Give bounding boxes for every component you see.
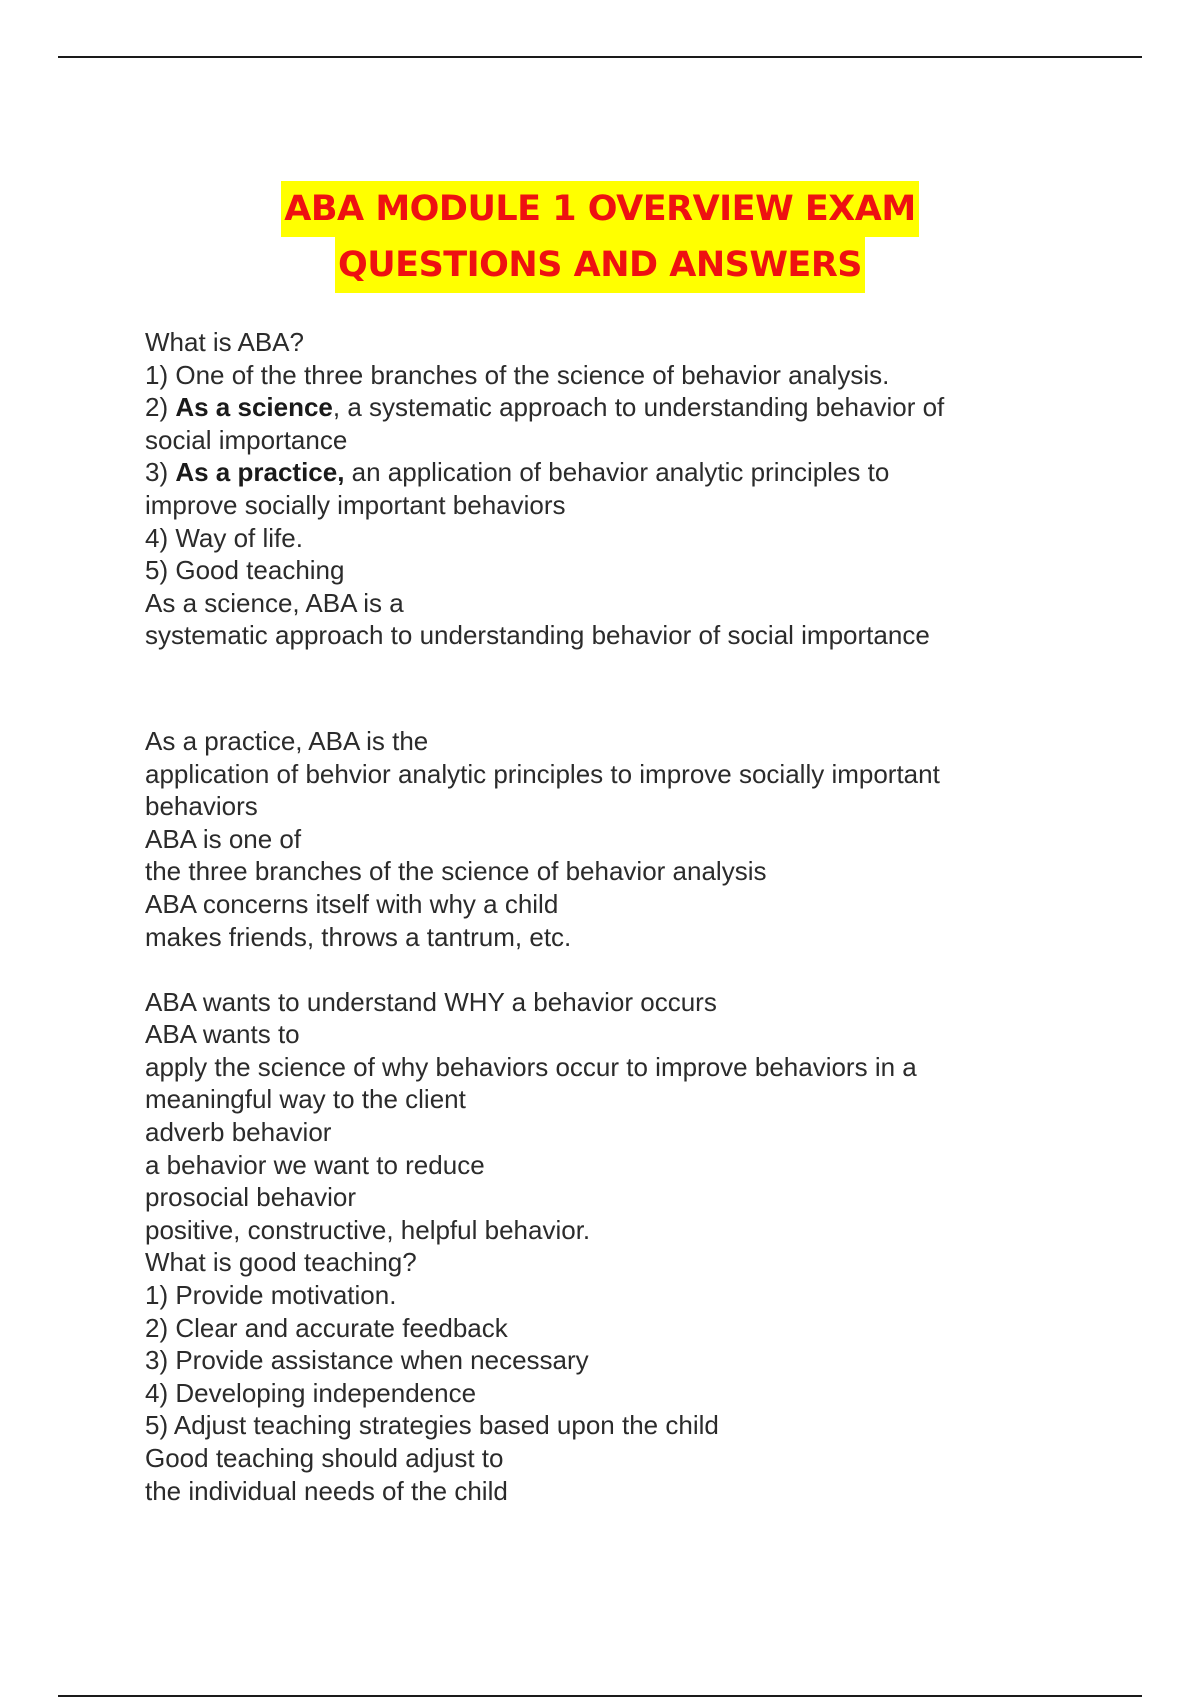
question-text: adverb behavior [145, 1117, 332, 1148]
question-text: As a practice, ABA is the [145, 725, 429, 756]
answer-text: improve socially important behaviors [145, 489, 566, 520]
answer-text: behaviors [145, 791, 258, 822]
answer-text: systematic approach to understanding behavior of social importance [145, 620, 930, 651]
question-text: As a science, ABA is a [145, 587, 404, 618]
answer-text [145, 391, 1075, 424]
answer-text: 4) Developing independence [145, 1377, 477, 1408]
answer-text: the individual needs of the child [145, 1475, 508, 1506]
answer-text: 2) Clear and accurate feedback [145, 1312, 508, 1343]
question-text: prosocial behavior [145, 1182, 357, 1213]
answer-text: positive, constructive, helpful behavior. [145, 1214, 591, 1245]
bottom-rule [58, 1695, 1142, 1697]
question-text: ABA concerns itself with why a child [145, 888, 559, 919]
top-rule [58, 56, 1142, 58]
answer-text-rest: an application of behavior analytic principles to [344, 457, 890, 488]
list-number: 2) [145, 392, 176, 423]
answer-text: the three branches of the science of behavior analysis [145, 856, 767, 887]
question-text: What is good teaching? [145, 1247, 417, 1278]
answer-text: a behavior we want to reduce [145, 1149, 485, 1180]
question-text: ABA is one of [145, 823, 302, 854]
answer-text: 4) Way of life. [145, 522, 303, 553]
answer-text: makes friends, throws a tantrum, etc. [145, 921, 572, 952]
bold-term: As a practice, [175, 457, 345, 488]
title-line-2: QUESTIONS AND ANSWERS [335, 237, 865, 293]
question-text: ABA wants to [145, 1019, 300, 1050]
question-text: Good teaching should adjust to [145, 1443, 504, 1473]
answer-text: 5) Good teaching [145, 555, 345, 586]
spacer [145, 953, 1075, 986]
answer-text-rest: , a systematic approach to understanding behavior of [332, 392, 945, 423]
document-title [0, 181, 1200, 293]
list-number: 3) [145, 457, 176, 488]
answer-text: 5) Adjust teaching strategies based upon the child [145, 1410, 719, 1441]
answer-text: social importance [145, 424, 348, 455]
answer-text: meaningful way to the client [145, 1084, 466, 1115]
bold-term: As a science [175, 392, 333, 423]
answer-text: 3) Provide assistance when necessary [145, 1345, 589, 1376]
answer-text: 1) Provide motivation. [145, 1280, 397, 1311]
answer-text: application of behvior analytic principles to improve socially important [145, 758, 940, 789]
answer-text: 1) One of the three branches of the science of behavior analysis. [145, 359, 890, 390]
question-text: ABA wants to understand WHY a behavior occurs [145, 986, 717, 1017]
spacer [145, 652, 1075, 725]
answer-text [145, 456, 1075, 489]
title-line-1: ABA MODULE 1 OVERVIEW EXAM [281, 181, 918, 237]
answer-text: apply the science of why behaviors occur to improve behaviors in a [145, 1051, 917, 1082]
document-body [145, 326, 1075, 1507]
question-text: What is ABA? [145, 327, 304, 357]
